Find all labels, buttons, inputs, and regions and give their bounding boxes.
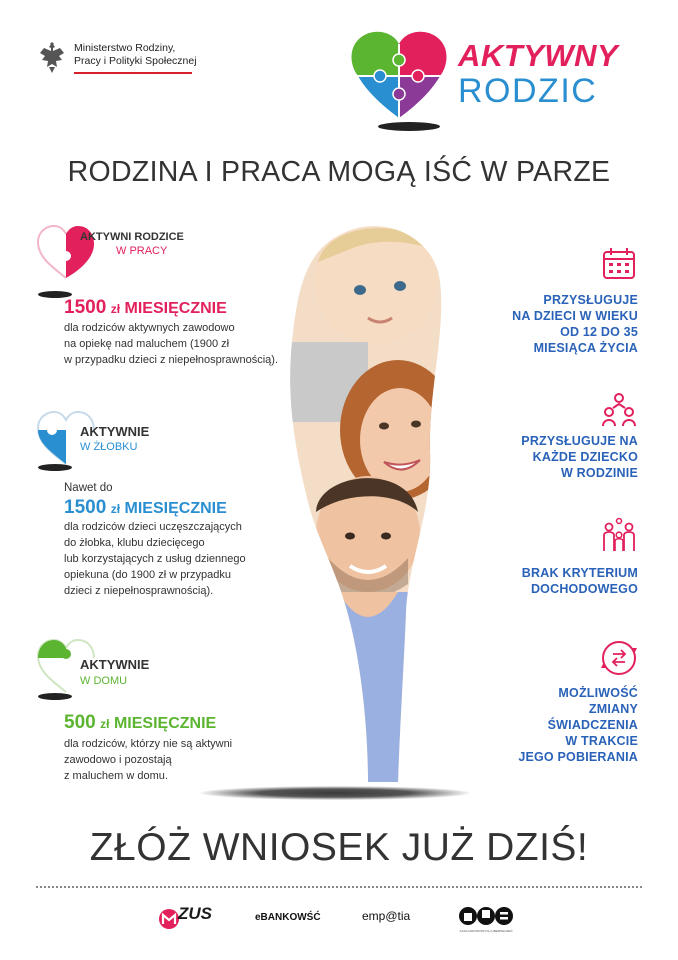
- feature-change-benefit: [518, 685, 638, 765]
- section-nursery-line: do żłobka, klubu dziecięcego: [64, 537, 205, 549]
- section-home-amount: [64, 712, 216, 734]
- dotted-divider: [36, 886, 642, 888]
- feature-line: DOCHODOWEGO: [530, 582, 638, 596]
- empatia-logo: emp@tia: [362, 909, 411, 923]
- nue-logo-icon: [458, 904, 514, 928]
- amount-currency: zł: [110, 302, 121, 316]
- puzzle-heart-logo-icon: [350, 30, 448, 122]
- section-work-line: w przypadku dzieci z niepełnosprawnością).: [64, 354, 278, 366]
- heart-shadow: [38, 464, 72, 471]
- photo-shadow: [200, 786, 470, 800]
- section-nursery-subtitle: W ŻŁOBKU: [80, 441, 138, 453]
- feature-line: NA DZIECI W WIEKU: [512, 309, 638, 323]
- calendar-icon: [601, 246, 637, 282]
- section-home-line: dla rodziców, którzy nie są aktywni: [64, 738, 233, 750]
- feature-line: W RODZINIE: [561, 466, 638, 480]
- section-nursery-amount: [64, 497, 227, 519]
- logo-title-line-1: AKTYWNY: [458, 38, 619, 73]
- feature-line: OD 12 DO 35: [560, 325, 638, 339]
- ministry-name: [74, 42, 197, 68]
- amount-period: MIESIĘCZNIE: [124, 300, 227, 317]
- section-work-title: AKTYWNI RODZICE: [80, 231, 184, 243]
- section-nursery-line: opiekuna (do 1900 zł w przypadku: [64, 569, 231, 581]
- feature-line: PRZYSŁUGUJE: [543, 293, 638, 307]
- section-nursery-line: lub korzystających z usług dziennego: [64, 553, 246, 565]
- family-group-icon: [601, 517, 637, 553]
- ministry-line-1: Ministerstwo Rodziny,: [74, 42, 176, 54]
- section-nursery-line: dla rodziców dzieci uczęszczających: [64, 521, 242, 533]
- section-work-amount: [64, 297, 227, 319]
- feature-each-child: [521, 433, 638, 481]
- section-work-subtitle: W PRACY: [116, 245, 168, 257]
- amount-currency: zł: [110, 502, 121, 516]
- section-home-line: zawodowo i pozostają: [64, 754, 172, 766]
- amount-period: MIESIĘCZNIE: [124, 500, 227, 517]
- feature-no-income-criterion: [522, 565, 638, 597]
- eagle-emblem-icon: [38, 40, 66, 76]
- ministry-line-2: Pracy i Polityki Społecznej: [74, 55, 197, 67]
- feature-line: KAŻDE DZIECKO: [532, 450, 638, 464]
- section-nursery-prefix: Nawet do: [64, 482, 113, 494]
- section-home-subtitle: W DOMU: [80, 675, 128, 687]
- feature-line: W TRAKCIE: [565, 734, 638, 748]
- feature-line: BRAK KRYTERIUM: [521, 566, 638, 580]
- zus-logo: ZUS: [178, 904, 212, 923]
- section-nursery-title: AKTYWNIE: [80, 424, 150, 439]
- amount-value: 500: [64, 712, 96, 733]
- family-photo: [288, 222, 446, 788]
- amount-currency: zł: [100, 717, 110, 731]
- ministry-header: [38, 40, 278, 86]
- section-home-title: AKTYWNIE: [80, 657, 150, 672]
- amount-value: 1500: [64, 497, 107, 518]
- amount-period: MIESIĘCZNIE: [113, 715, 217, 732]
- section-work-line: dla rodziców aktywnych zawodowo: [64, 322, 235, 334]
- section-work-line: na opiekę nad maluchem (1900 zł: [64, 338, 230, 350]
- cycle-icon: [599, 638, 639, 678]
- logo-shadow: [378, 122, 440, 131]
- family-icon: [601, 392, 637, 428]
- amount-value: 1500: [64, 297, 107, 318]
- feature-line: MIESIĄCA ŻYCIA: [533, 341, 638, 355]
- zus-m-logo-icon: [158, 904, 180, 932]
- ebankowsc-logo: eBANKOWŚĆ: [255, 912, 321, 923]
- feature-line: JEGO POBIERANIA: [518, 750, 638, 764]
- heart-shadow: [38, 693, 72, 700]
- feature-line: ŚWIADCZENIA: [547, 718, 638, 732]
- feature-age: [512, 292, 638, 356]
- feature-line: PRZYSŁUGUJE NA: [521, 434, 638, 448]
- feature-line: ZMIANY: [588, 702, 638, 716]
- page-headline: RODZINA I PRACA MOGĄ IŚĆ W PARZE: [67, 156, 611, 188]
- logo-title-line-2: RODZIC: [458, 72, 598, 110]
- call-to-action: ZŁÓŻ WNIOSEK JUŻ DZIŚ!: [89, 826, 589, 869]
- nue-caption: KASA NARODOWYCH UBEZPIECZEŃ: [459, 929, 513, 933]
- section-nursery-line: dzieci z niepełnosprawnością).: [64, 585, 214, 597]
- section-home-line: z maluchem w domu.: [64, 770, 168, 782]
- ministry-red-line: [74, 72, 192, 74]
- feature-line: MOŻLIWOŚĆ: [558, 686, 638, 700]
